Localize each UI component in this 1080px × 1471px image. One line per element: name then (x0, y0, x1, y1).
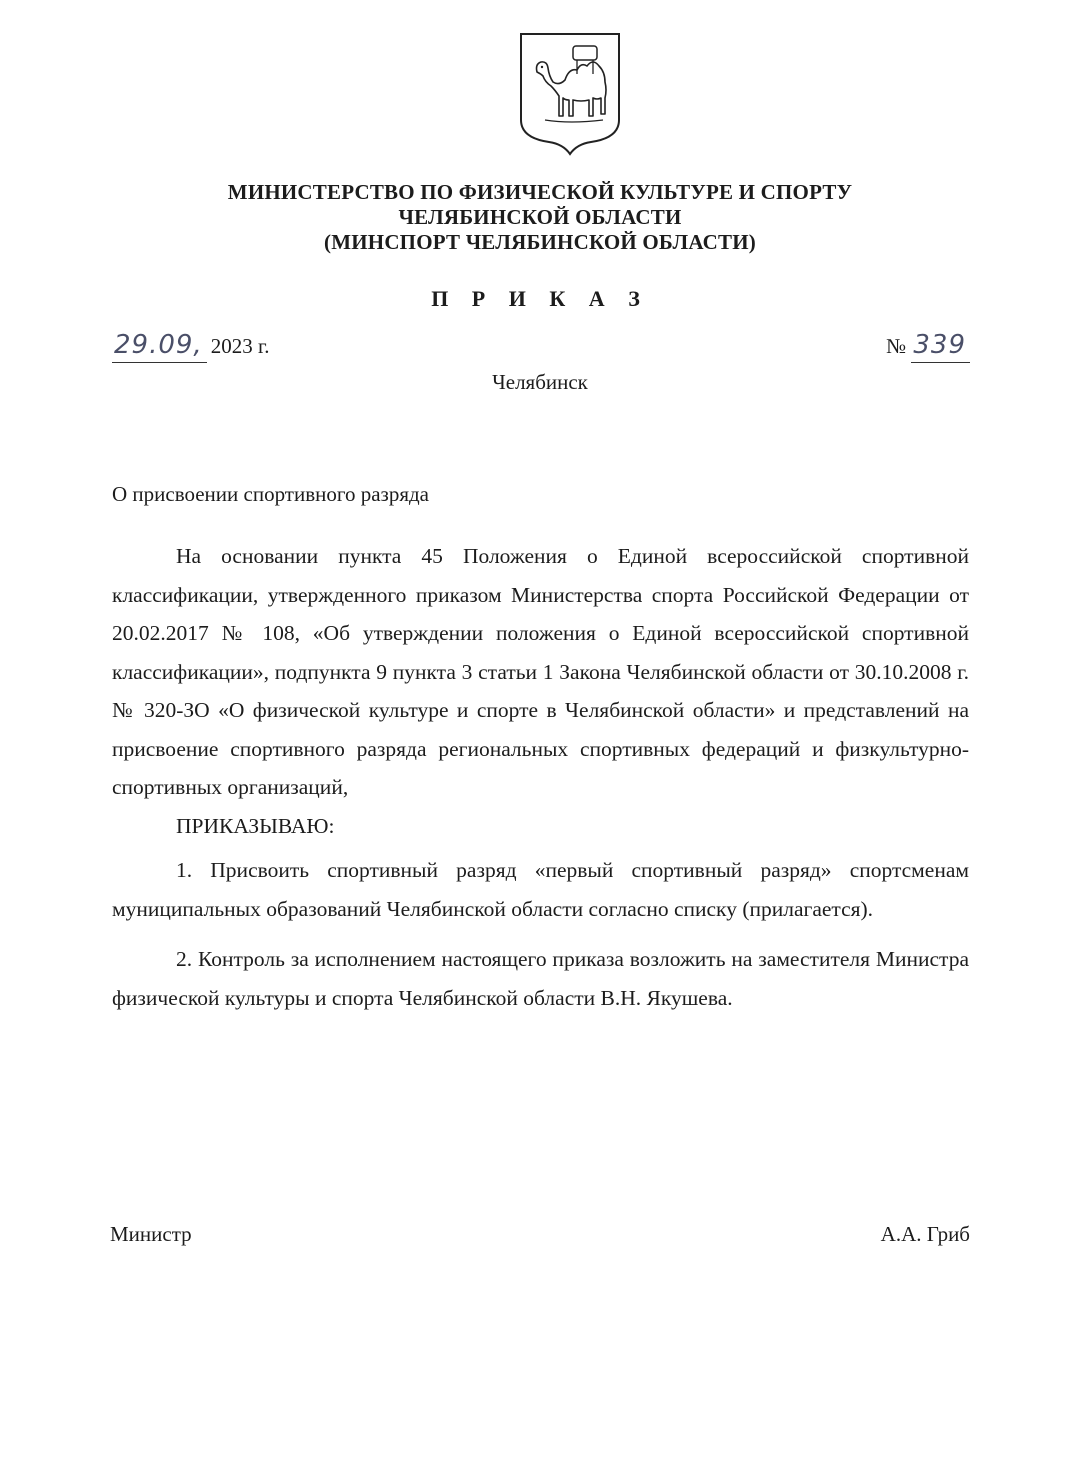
number-label: № (886, 334, 907, 358)
ministry-name-line2: ЧЕЛЯБИНСКОЙ ОБЛАСТИ (398, 205, 682, 229)
number-handwritten: 339 (911, 330, 970, 363)
document-title: П Р И К А З (431, 286, 649, 311)
ministry-name-line3: (МИНСПОРТ ЧЕЛЯБИНСКОЙ ОБЛАСТИ) (324, 230, 756, 254)
order-subject: О присвоении спортивного разряда (112, 482, 429, 506)
order-item-2: 2. Контроль за исполнением настоящего приказа возложить на заместителя Министра физической культуры и спорта Челябинской области В.Н. Якушева. (112, 947, 969, 1010)
date-handwritten: 29.09, (112, 330, 207, 363)
order-number (886, 330, 970, 363)
ministry-header (0, 180, 1080, 255)
camel-coat-of-arms-icon (515, 28, 625, 156)
city: Челябинск (492, 370, 588, 394)
order-word: ПРИКАЗЫВАЮ: (176, 813, 335, 838)
ministry-name-line1: МИНИСТЕРСТВО ПО ФИЗИЧЕСКОЙ КУЛЬТУРЕ И СПОРТУ (227, 180, 853, 204)
signatory-role: Министр (110, 1222, 192, 1246)
order-date (112, 330, 269, 370)
order-body (112, 537, 969, 1017)
date-year: 2023 г. (210, 334, 270, 358)
order-item-1: 1. Присвоить спортивный разряд «первый спортивный разряд» спортсменам муниципальных образований Челябинской области согласно списку (прилагается). (112, 858, 969, 921)
signatory-name: А.А. Гриб (880, 1222, 970, 1246)
preamble-paragraph: На основании пункта 45 Положения о Единой всероссийской спортивной классификации, утвержденного приказом Министерства спорта Российской Федерации от 20.02.2017 № 108, «Об утверждении положения о Единой всероссийской спортивной классификации», подпункта 9 пункта 3 статьи 1 Закона Челябинской области от 30.10.2008 г. № 320-ЗО «О физической культуре и спорте в Челябинской области» и представлений на присвоение спортивного разряда региональных спортивных федераций и физкультурно-спортивных организаций, (112, 544, 969, 799)
